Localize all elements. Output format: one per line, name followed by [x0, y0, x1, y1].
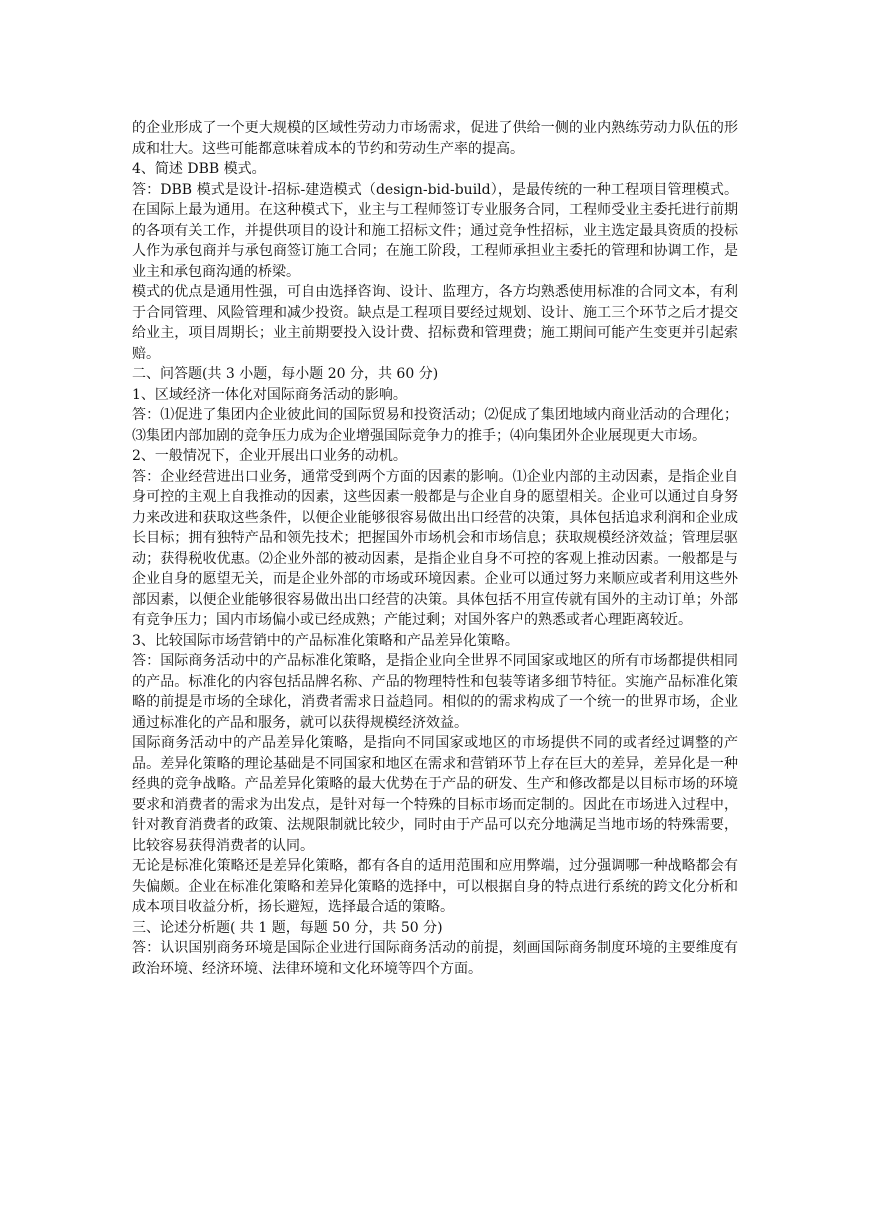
answer-2-1: 答：⑴促进了集团内企业彼此间的国际贸易和投资活动；⑵促成了集团地域内商业活动的合理化；⑶集团内部加剧的竞争压力成为企业增强国际竞争力的推手；⑷向集团外企业展现更大市场。 [132, 407, 738, 444]
answer-2-3-paragraph-1: 答：国际商务活动中的产品标准化策略，是指企业向全世界不同国家或地区的所有市场都提供相同的产品。标准化的内容包括品牌名称、产品的物理特性和包装等诸多细节特征。实施产品标准化策略的前提是市场的全球化，消费者需求日益趋同。相似的的需求构成了一个统一的世界市场，企业通过标准化的产品和服务，就可以获得规模经济效益。 [132, 653, 738, 731]
document-page [132, 118, 738, 979]
answer-2-2: 答：企业经营进出口业务，通常受到两个方面的因素的影响。⑴企业内部的主动因素，是指企业自身可控的主观上自我推动的因素，这些因素一般都是与企业自身的愿望相关。企业可以通过自身努力来改进和获取这些条件，以便企业能够很容易做出出口经营的决策，具体包括追求利润和企业成长目标；拥有独特产品和领先技术；把握国外市场机会和市场信息；获取规模经济效益；管理层驱动；获得税收优惠。⑵企业外部的被动因素，是指企业自身不可控的客观上推动因素。一般都是与企业自身的愿望无关，而是企业外部的市场或环境因素。企业可以通过努力来顺应或者利用这些外部因素，以便企业能够很容易做出出口经营的决策。具体包括不用宣传就有国外的主动订单；外部有竞争压力；国内市场偏小或已经成熟；产能过剩；对国外客户的熟悉或者心理距离较近。 [132, 468, 738, 628]
paragraph-continuation: 的企业形成了一个更大规模的区域性劳动力市场需求，促进了供给一侧的业内熟练劳动力队伍的形成和壮大。这些可能都意味着成本的节约和劳动生产率的提高。 [132, 120, 738, 157]
section-2-heading: 二、问答题(共 3 小题，每小题 20 分，共 60 分) [132, 366, 439, 382]
answer-2-3-paragraph-3: 无论是标准化策略还是差异化策略，都有各自的适用范围和应用弊端，过分强调哪一种战略都会有失偏颇。企业在标准化策略和差异化策略的选择中，可以根据自身的特点进行系统的跨文化分析和成本项目收益分析，扬长避短，选择最合适的策略。 [132, 858, 738, 915]
question-2-2-heading: 2、一般情况下，企业开展出口业务的动机。 [132, 448, 407, 464]
answer-3-paragraph-1: 答：认识国别商务环境是国际企业进行国际商务活动的前提，刻画国际商务制度环境的主要维度有政治环境、经济环境、法律环境和文化环境等四个方面。 [132, 940, 738, 977]
section-3-heading: 三、论述分析题( 共 1 题，每题 50 分，共 50 分) [132, 919, 443, 936]
question-2-3-heading: 3、比较国际市场营销中的产品标准化策略和产品差异化策略。 [132, 632, 519, 649]
answer-2-3-paragraph-2: 国际商务活动中的产品差异化策略，是指向不同国家或地区的市场提供不同的或者经过调整的产品。差异化策略的理论基础是不同国家和地区在需求和营销环节上存在巨大的差异，差异化是一种经典的竞争战略。产品差异化策略的最大优势在于产品的研发、生产和修改都是以目标市场的环境要求和消费者的需求为出发点，是针对每一个特殊的目标市场而定制的。因此在市场进入过程中，针对教育消费者的政策、法规限制就比较少，同时由于产品可以充分地满足当地市场的特殊需要，比较容易获得消费者的认同。 [132, 735, 738, 854]
question-2-1-heading: 1、区域经济一体化对国际商务活动的影响。 [132, 386, 407, 403]
question-4-heading: 4、简述 DBB 模式。 [132, 161, 266, 177]
answer-4-paragraph-2: 模式的优点是通用性强，可自由选择咨询、设计、监理方，各方均熟悉使用标准的合同文本，有利于合同管理、风险管理和减少投资。缺点是工程项目要经过规划、设计、施工三个环节之后才提交给业主，项目周期长；业主前期要投入设计费、招标费和管理费；施工期间可能产生变更并引起索赔。 [132, 284, 738, 362]
answer-4-paragraph-1: 答：DBB 模式是设计-招标-建造模式（design-bid-build），是最传统的一种工程项目管理模式。在国际上最为通用。在这种模式下，业主与工程师签订专业服务合同，工程师受业主委托进行前期的各项有关工作，并提供项目的设计和施工招标文件；通过竞争性招标，业主选定最具资质的投标人作为承包商并与承包商签订施工合同；在施工阶段，工程师承担业主委托的管理和协调工作，是业主和承包商沟通的桥梁。 [132, 181, 738, 280]
